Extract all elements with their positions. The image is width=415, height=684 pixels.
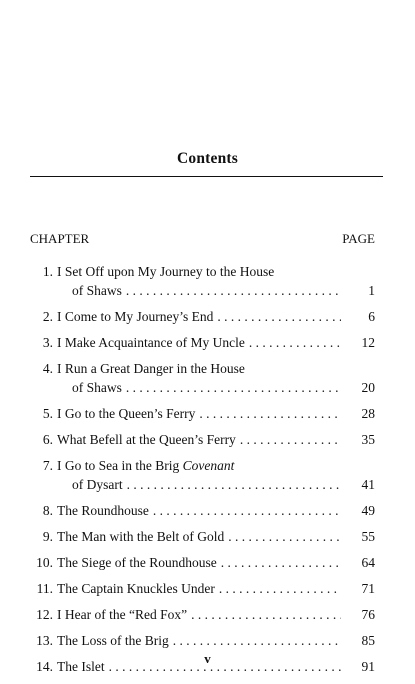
chapter-title: [57, 456, 234, 475]
chapter-title-text: I Go to Sea in the Brig: [57, 458, 183, 473]
dot-leader: [126, 281, 341, 300]
page-number: 1: [368, 283, 375, 298]
chapter-title: I Set Off upon My Journey to the House: [57, 264, 275, 279]
chapter-title: I Come to My Journey’s End: [57, 309, 214, 324]
dot-leader: [217, 307, 341, 326]
chapter-number: 2.: [42, 309, 53, 324]
dot-leader: [199, 404, 341, 423]
dot-leader: [126, 378, 341, 397]
toc-entry-8[interactable]: [30, 501, 375, 520]
toc-entry-4[interactable]: [30, 359, 375, 397]
page-number: 91: [361, 659, 375, 674]
chapter-title: I Go to the Queen’s Ferry: [57, 406, 196, 421]
title-rule: [30, 176, 383, 177]
toc-entry-7[interactable]: [30, 456, 375, 494]
page-number: 35: [361, 432, 375, 447]
chapter-number: 8.: [42, 503, 53, 518]
chapter-number: 7.: [42, 458, 53, 473]
chapter-title: The Roundhouse: [57, 503, 149, 518]
toc-entry-13[interactable]: [30, 631, 375, 650]
dot-leader: [221, 553, 341, 572]
chapter-number: 9.: [42, 529, 53, 544]
toc-entry-11[interactable]: [30, 579, 375, 598]
chapter-number: 11.: [36, 581, 53, 596]
dot-leader: [173, 631, 341, 650]
page-title: Contents: [176, 150, 239, 167]
chapter-title: I Make Acquaintance of My Uncle: [57, 335, 245, 350]
dot-leader: [153, 501, 341, 520]
chapter-number: 3.: [42, 335, 53, 350]
chapter-title: I Hear of the “Red Fox”: [57, 607, 188, 622]
chapter-title: I Run a Great Danger in the House: [57, 361, 245, 376]
page-number: 85: [361, 633, 375, 648]
page-number: 20: [361, 380, 375, 395]
page-number: 71: [361, 581, 375, 596]
chapter-title: The Islet: [57, 659, 105, 674]
dot-leader: [127, 475, 341, 494]
toc-entry-2[interactable]: [30, 307, 375, 326]
dot-leader: [191, 605, 341, 624]
toc-entry-5[interactable]: [30, 404, 375, 423]
page-number: 41: [361, 477, 375, 492]
page-number: 64: [361, 555, 375, 570]
chapter-number: 13.: [36, 633, 53, 648]
page-header: PAGE: [342, 231, 375, 246]
chapter-number: 5.: [42, 406, 53, 421]
chapter-number: 14.: [36, 659, 53, 674]
page-number: 49: [361, 503, 375, 518]
page-number: 55: [361, 529, 375, 544]
folio-page-number: v: [204, 651, 211, 666]
page-number: 28: [361, 406, 375, 421]
table-of-contents: [30, 262, 375, 683]
toc-entry-9[interactable]: [30, 527, 375, 546]
chapter-title-continued: of Dysart: [72, 477, 123, 492]
chapter-number: 10.: [36, 555, 53, 570]
column-headers: [30, 231, 375, 247]
page-number: 12: [361, 335, 375, 350]
toc-entry-3[interactable]: [30, 333, 375, 352]
chapter-title: The Loss of the Brig: [57, 633, 169, 648]
ship-name: Covenant: [182, 458, 235, 473]
dot-leader: [249, 333, 341, 352]
page-number: 6: [368, 309, 375, 324]
chapter-title: The Man with the Belt of Gold: [57, 529, 225, 544]
chapter-title: The Siege of the Roundhouse: [57, 555, 217, 570]
toc-entry-12[interactable]: [30, 605, 375, 624]
toc-entry-1[interactable]: [30, 262, 375, 300]
chapter-title: What Befell at the Queen’s Ferry: [57, 432, 236, 447]
chapter-title: The Captain Knuckles Under: [57, 581, 215, 596]
chapter-title-continued: of Shaws: [72, 283, 122, 298]
chapter-number: 4.: [42, 361, 53, 376]
dot-leader: [219, 579, 341, 598]
chapter-number: 1.: [42, 264, 53, 279]
chapter-title-continued: of Shaws: [72, 380, 122, 395]
dot-leader: [228, 527, 341, 546]
toc-entry-10[interactable]: [30, 553, 375, 572]
chapter-number: 12.: [36, 607, 53, 622]
chapter-number: 6.: [42, 432, 53, 447]
toc-entry-6[interactable]: [30, 430, 375, 449]
chapter-header: CHAPTER: [30, 231, 90, 246]
dot-leader: [240, 430, 341, 449]
page-number: 76: [361, 607, 375, 622]
